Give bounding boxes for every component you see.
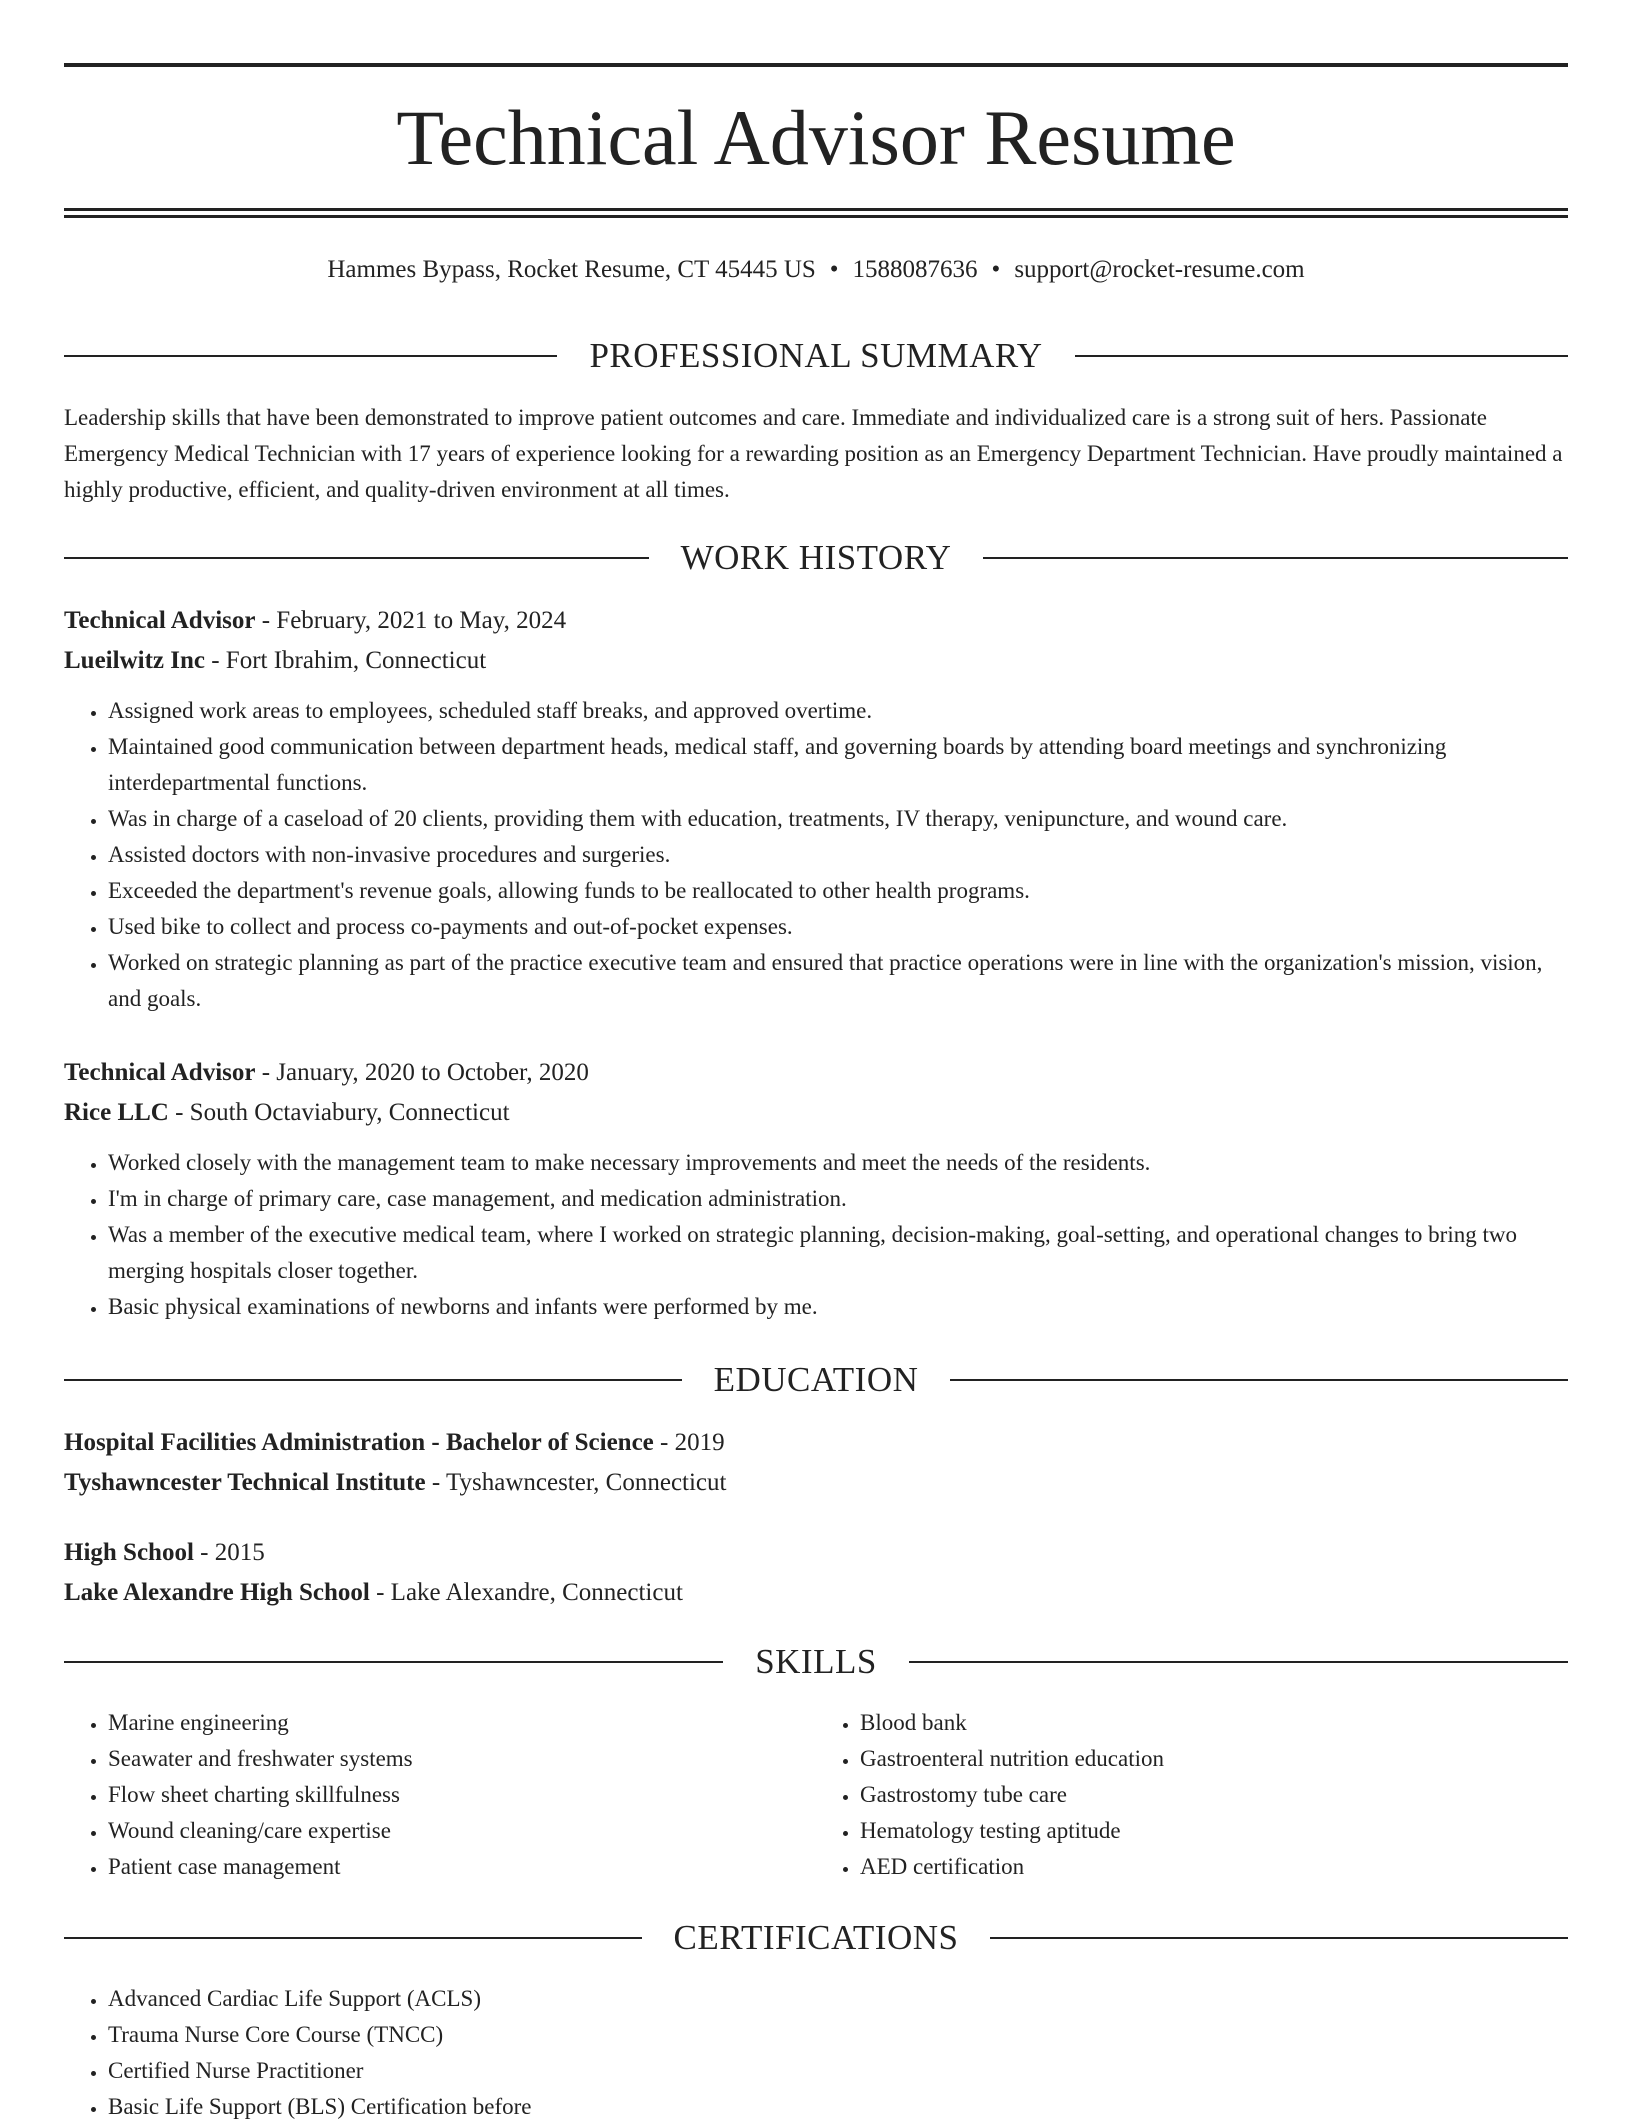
education-year: - 2015 <box>193 1539 265 1566</box>
job-company-line <box>64 641 1568 681</box>
section-heading-work <box>64 536 1568 580</box>
heading-rule <box>64 355 557 357</box>
section-title: SKILLS <box>755 1642 877 1681</box>
skills-block <box>64 1705 1568 1885</box>
skills-list-left <box>64 1705 816 1885</box>
education-degree-line <box>64 1423 1568 1463</box>
education-location: - Lake Alexandre, Connecticut <box>369 1579 683 1606</box>
heading-rule <box>64 557 649 559</box>
job-bullets <box>64 1145 1568 1325</box>
list-item: • Blood bank <box>860 1705 1568 1741</box>
section-heading-certifications <box>64 1916 1568 1960</box>
heading-rule <box>990 1937 1568 1939</box>
education-year: - 2019 <box>653 1429 725 1456</box>
list-item: • Exceeded the department's revenue goals, allowing funds to be reallocated to other health programs. <box>108 873 1568 909</box>
section-title: EDUCATION <box>713 1360 919 1399</box>
list-item: • Certified Nurse Practitioner <box>108 2053 1568 2089</box>
job-entry <box>64 1053 1568 1325</box>
list-item: • Patient case management <box>108 1849 816 1885</box>
section-title: CERTIFICATIONS <box>673 1918 959 1957</box>
contact-separator: • <box>991 256 1001 283</box>
contact-separator: • <box>829 256 839 283</box>
job-company-line <box>64 1093 1568 1133</box>
job-company: Rice LLC <box>64 1099 169 1126</box>
heading-rule <box>950 1379 1568 1381</box>
education-school-line <box>64 1573 1568 1613</box>
list-item: • AED certification <box>860 1849 1568 1885</box>
heading-rule <box>983 557 1568 559</box>
list-item: • Seawater and freshwater systems <box>108 1741 816 1777</box>
heading-rule <box>909 1661 1568 1663</box>
contact-email: support@rocket-resume.com <box>1014 256 1305 283</box>
job-dates: - February, 2021 to May, 2024 <box>255 607 567 634</box>
skills-columns <box>64 1705 1568 1885</box>
list-item: • Flow sheet charting skillfulness <box>108 1777 816 1813</box>
section-heading-education <box>64 1358 1568 1402</box>
list-item: • Trauma Nurse Core Course (TNCC) <box>108 2017 1568 2053</box>
job-dates: - January, 2020 to October, 2020 <box>255 1059 589 1086</box>
title-rule-upper <box>64 208 1568 211</box>
summary-block <box>64 400 1568 508</box>
education-entry <box>64 1533 1568 1613</box>
list-item: • Basic physical examinations of newborns and infants were performed by me. <box>108 1289 1568 1325</box>
section-heading-skills <box>64 1640 1568 1684</box>
list-item: • I'm in charge of primary care, case management, and medication administration. <box>108 1181 1568 1217</box>
education-school: Tyshawncester Technical Institute <box>64 1469 426 1496</box>
list-item: • Hematology testing aptitude <box>860 1813 1568 1849</box>
education-school: Lake Alexandre High School <box>64 1579 370 1606</box>
list-item: • Was in charge of a caseload of 20 clients, providing them with education, treatments, IV therapy, venipuncture, and wound care. <box>108 801 1568 837</box>
list-item: • Assigned work areas to employees, scheduled staff breaks, and approved overtime. <box>108 693 1568 729</box>
section-heading-summary <box>64 334 1568 378</box>
job-bullets <box>64 693 1568 1017</box>
job-title-line <box>64 601 1568 641</box>
job-entry <box>64 601 1568 1017</box>
contact-phone: 1588087636 <box>852 256 978 283</box>
job-location: - Fort Ibrahim, Connecticut <box>204 647 487 674</box>
heading-rule <box>64 1661 723 1663</box>
education-school-line <box>64 1463 1568 1503</box>
education-degree: High School <box>64 1539 194 1566</box>
certifications-block <box>64 1981 1568 2125</box>
list-item: • Was a member of the executive medical team, where I worked on strategic planning, decision-making, goal-setting, and operational changes to bring two merging hospitals closer together. <box>108 1217 1568 1289</box>
summary-text: Leadership skills that have been demonstrated to improve patient outcomes and care. Immediate and individualized care is a strong suit of hers. Passionate Emergency Medical Technician with 17 years of experience looking for a rewarding position as an Emergency Department Technician. Have proudly maintained a highly productive, efficient, and quality-driven environment at all times. <box>64 405 1563 502</box>
title-rule-lower <box>64 215 1568 218</box>
job-title-line <box>64 1053 1568 1093</box>
list-item: • Used bike to collect and process co-payments and out-of-pocket expenses. <box>108 909 1568 945</box>
heading-rule <box>1075 355 1568 357</box>
list-item: • Maintained good communication between department heads, medical staff, and governing boards by attending board meetings and synchronizing interdepartmental functions. <box>108 729 1568 801</box>
list-item: • Assisted doctors with non-invasive procedures and surgeries. <box>108 837 1568 873</box>
education-degree-line <box>64 1533 1568 1573</box>
list-item: • Basic Life Support (BLS) Certification before <box>108 2089 1568 2125</box>
heading-rule <box>64 1937 642 1939</box>
certifications-list <box>64 1981 1568 2125</box>
heading-rule <box>64 1379 682 1381</box>
contact-line <box>64 254 1568 286</box>
top-rule <box>64 63 1568 67</box>
job-title: Technical Advisor <box>64 1059 256 1086</box>
list-item: • Gastroenteral nutrition education <box>860 1741 1568 1777</box>
section-title: WORK HISTORY <box>680 538 952 577</box>
education-degree: Hospital Facilities Administration - Bachelor of Science <box>64 1429 654 1456</box>
contact-address: Hammes Bypass, Rocket Resume, CT 45445 US <box>327 256 816 283</box>
skills-list-right <box>816 1705 1568 1885</box>
list-item: • Wound cleaning/care expertise <box>108 1813 816 1849</box>
list-item: • Advanced Cardiac Life Support (ACLS) <box>108 1981 1568 2017</box>
job-company: Lueilwitz Inc <box>64 647 205 674</box>
list-item: • Worked on strategic planning as part of the practice executive team and ensured that practice operations were in line with the organization's mission, vision, and goals. <box>108 945 1568 1017</box>
education-location: - Tyshawncester, Connecticut <box>425 1469 727 1496</box>
list-item: • Gastrostomy tube care <box>860 1777 1568 1813</box>
job-location: - South Octaviabury, Connecticut <box>168 1099 510 1126</box>
job-title: Technical Advisor <box>64 607 256 634</box>
education-entry <box>64 1423 1568 1503</box>
list-item: • Marine engineering <box>108 1705 816 1741</box>
section-title: PROFESSIONAL SUMMARY <box>589 336 1043 375</box>
page-title: Technical Advisor Resume <box>396 94 1236 181</box>
list-item: • Worked closely with the management team to make necessary improvements and meet the needs of the residents. <box>108 1145 1568 1181</box>
